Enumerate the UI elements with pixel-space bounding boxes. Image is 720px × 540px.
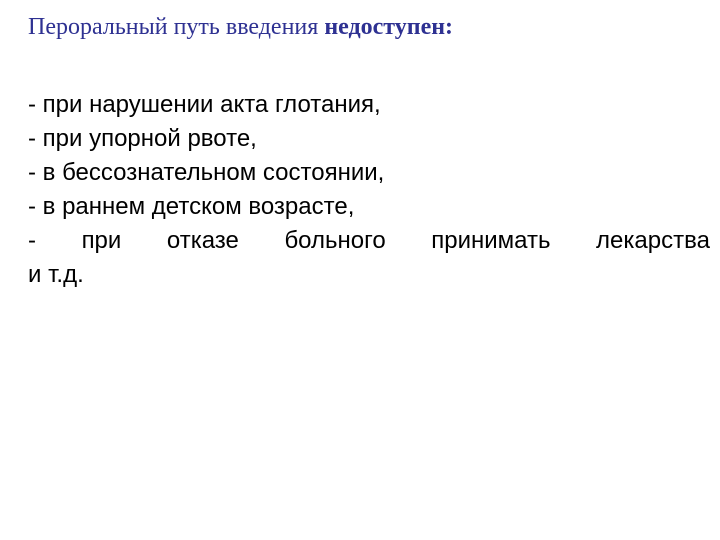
- list-item: - в раннем детском возрасте,: [28, 193, 355, 220]
- word: принимать: [431, 227, 551, 254]
- slide-title: [28, 12, 698, 42]
- word: -: [28, 227, 36, 254]
- title-bold: недоступен:: [324, 14, 454, 40]
- list-item: - при нарушении акта глотания,: [28, 91, 381, 118]
- word: при: [81, 227, 122, 254]
- list-item-continuation: и т.д.: [28, 261, 84, 288]
- list-item: [28, 224, 710, 258]
- contraindications-list: [28, 88, 710, 292]
- word: отказе: [166, 227, 239, 254]
- title-normal: Пероральный путь введения: [28, 14, 325, 40]
- word: больного: [284, 227, 386, 254]
- list-item: - в бессознательном состоянии,: [28, 159, 385, 186]
- word: лекарства: [596, 227, 710, 254]
- list-item: - при упорной рвоте,: [28, 125, 257, 152]
